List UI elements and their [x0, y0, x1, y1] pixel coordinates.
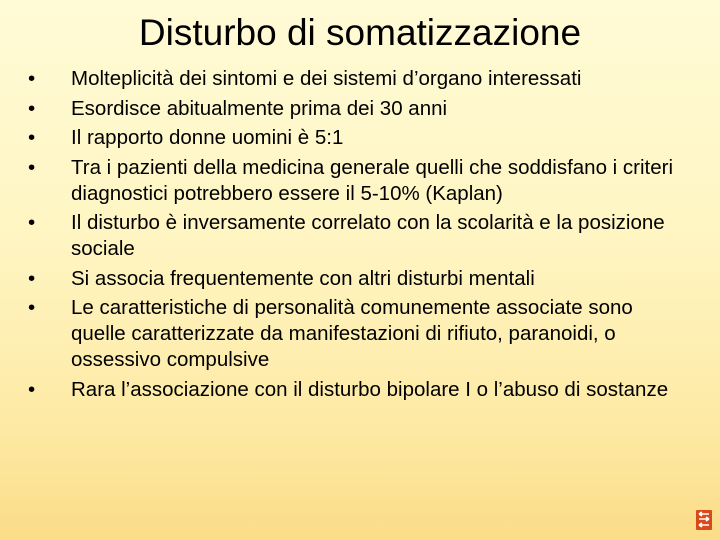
bullet-text: Rara l’associazione con il disturbo bipolare I o l’abuso di sostanze — [71, 377, 669, 401]
bullet-icon: • — [28, 96, 36, 120]
bullet-text: Si associa frequentemente con altri disturbi mentali — [71, 266, 535, 290]
slide-navigation-icon[interactable] — [696, 510, 712, 530]
bullet-icon: • — [28, 296, 36, 319]
bullet-text: Il disturbo è inversamente correlato con la scolarità e la posizione sociale — [71, 211, 665, 260]
bullet-list — [28, 66, 692, 406]
list-item — [28, 377, 692, 403]
navigation-arrows-icon — [696, 510, 712, 530]
list-item — [28, 210, 692, 262]
bullet-icon: • — [28, 67, 36, 90]
bullet-icon: • — [28, 377, 36, 401]
list-item — [28, 66, 692, 92]
bullet-text: Molteplicità dei sintomi e dei sistemi d’organo interessati — [71, 67, 582, 90]
bullet-icon: • — [28, 126, 36, 149]
bullet-icon: • — [28, 266, 36, 290]
bullet-text: Il rapporto donne uomini è 5:1 — [71, 126, 344, 149]
slide-title: Disturbo di somatizzazione — [138, 12, 582, 53]
list-item — [28, 125, 692, 151]
bullet-icon: • — [28, 155, 36, 179]
list-item — [28, 266, 692, 292]
bullet-text: Le caratteristiche di personalità comunemente associate sono quelle caratterizzate da manifestazioni di rifiuto, paranoidi, o ossessivo compulsive — [71, 296, 633, 371]
list-item — [28, 96, 692, 122]
bullet-text: Tra i pazienti della medicina generale quelli che soddisfano i criteri diagnostici potrebbero essere il 5-10% (Kaplan) — [71, 155, 674, 205]
list-item — [28, 155, 692, 207]
bullet-text: Esordisce abitualmente prima dei 30 anni — [71, 96, 448, 120]
bullet-icon: • — [28, 211, 36, 234]
list-item — [28, 295, 692, 373]
